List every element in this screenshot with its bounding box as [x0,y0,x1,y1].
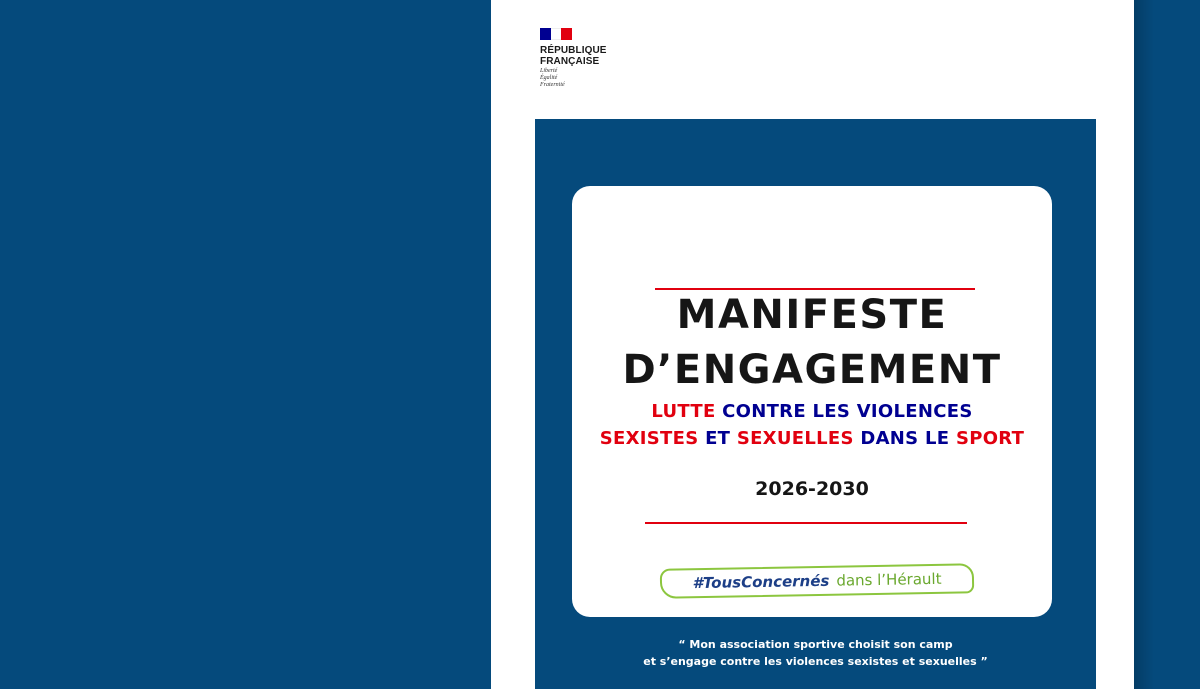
years-label: 2026-2030 [755,478,869,500]
title-card [572,186,1052,617]
top-red-rule [655,288,975,290]
cover-blue-panel [535,119,1096,689]
french-flag-icon [540,28,572,40]
hashtag-badge [660,563,974,598]
subtitle-line2-segment: SEXUELLES [736,428,854,449]
subtitle-line1-segment: LUTTE [651,401,716,422]
document-cover-page [491,0,1134,689]
hashtag-text: #TousConcernés [692,571,830,593]
subtitle-line2-segment: DANS LE [853,428,956,449]
title-line-2: D’ENGAGEMENT [622,347,1002,393]
page-shadow [1134,0,1154,689]
logo-motto: Liberté Égalité Fraternité [540,68,565,88]
subtitle-line2-segment: SPORT [955,428,1025,449]
subtitle-line-1 [572,400,1052,424]
republique-francaise-logo [540,28,607,89]
subtitle-line-2 [572,427,1052,451]
engagement-quote [535,636,1096,670]
bottom-red-rule [645,522,967,524]
logo-name: RÉPUBLIQUE FRANÇAISE [540,45,607,67]
quote-line-2: et s’engage contre les violences sexistes et sexuelles ” [643,655,988,668]
title-line-1: MANIFESTE [676,292,948,338]
subtitle-line2-segment: ET [698,428,737,449]
hashtag-location: dans l’Hérault [836,569,942,590]
subtitle-line2-segment: SEXISTES [599,428,699,449]
subtitle-line1-segment: CONTRE LES VIOLENCES [715,401,973,422]
quote-line-1: “ Mon association sportive choisit son camp [678,638,953,651]
